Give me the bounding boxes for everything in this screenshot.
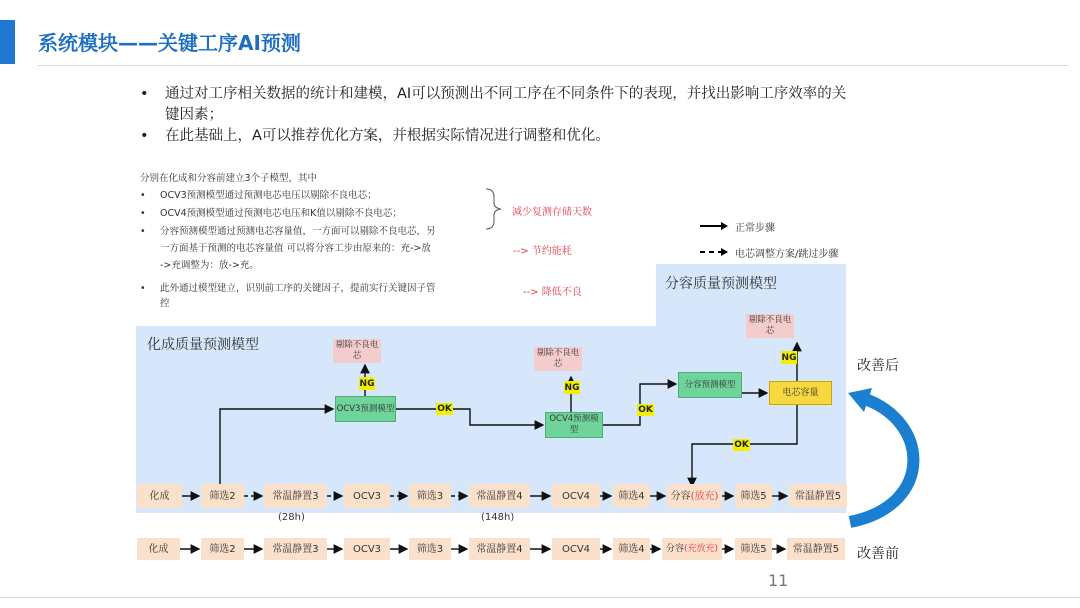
- bullet-text-2: 在此基础上，A可以推荐优化方案，并根据实际情况进行调整和优化。: [165, 128, 610, 144]
- step-rest-4: 常温静置4: [469, 484, 530, 508]
- footer-divider: [0, 597, 1080, 598]
- notes-bullet: •: [140, 283, 146, 294]
- step-screening-2: 筛选2: [201, 484, 244, 508]
- notes-item-capacity-line2: 一方面基于预测的电芯容量值 可以将分容工步由原来的：充->放: [160, 243, 431, 254]
- before-step-capacity-label: 分容: [665, 543, 684, 554]
- reject-defective-cells-capacity: 剔除不良电芯: [746, 314, 794, 338]
- before-step-rest-5: 常温静置5: [787, 538, 845, 560]
- ocv4-prediction-model: OCV4预测模型: [545, 412, 603, 438]
- before-step-ocv3: OCV3: [344, 538, 390, 560]
- rest-3-duration: (28h): [278, 512, 305, 523]
- before-step-formation: 化成: [137, 538, 180, 560]
- ok-tag-ocv4: OK: [638, 405, 653, 415]
- page-number: 11: [768, 571, 789, 590]
- legend-adjusted-step: 电芯调整方案/跳过步骤: [735, 249, 839, 260]
- step-capacity-mode: (放充): [690, 490, 719, 502]
- notes-item-capacity-line3: ->充调整为：放->充。: [160, 260, 259, 271]
- formation-model-label: 化成质量预测模型: [147, 337, 259, 353]
- bullet-text-1: 通过对工序相关数据的统计和建模，AI可以预测出不同工序在不同条件下的表现，并找出影响工序效率的关键因素；: [165, 86, 847, 123]
- capacity-prediction-model: 分容预测模型: [678, 372, 742, 398]
- before-step-capacity-mode: (充放充): [683, 543, 719, 554]
- step-ocv3: OCV3: [344, 484, 390, 508]
- benefit-reduce-storage: 减少复测存储天数: [512, 207, 592, 218]
- notes-item-ocv4: OCV4预测模型通过预测电芯电压和K值以剔除不良电芯；: [160, 208, 402, 219]
- notes-item-key-factors-line2: 控: [160, 298, 170, 309]
- benefit-save-energy: --> 节约能耗: [513, 246, 572, 257]
- step-screening-3: 筛选3: [409, 484, 451, 508]
- page-title: 系统模块——关键工序AI预测: [38, 31, 301, 55]
- before-step-rest-3: 常温静置3: [264, 538, 327, 560]
- cell-capacity-value: 电芯容量: [769, 381, 832, 405]
- bullet-dot: •: [140, 86, 149, 102]
- before-step-screening-5: 筛选5: [735, 538, 772, 560]
- notes-intro: 分别在化成和分容前建立3个子模型，其中: [140, 173, 318, 184]
- ng-tag-capacity: NG: [781, 352, 797, 363]
- step-capacity-improved: [667, 484, 722, 508]
- before-step-screening-2: 筛选2: [201, 538, 244, 560]
- ok-tag-ocv3: OK: [437, 404, 452, 414]
- before-step-ocv4: OCV4: [552, 538, 600, 560]
- before-improvement-label: 改善前: [857, 546, 899, 562]
- notes-item-capacity: 分容预测模型通过预测电芯容量值，一方面可以剔除不良电芯，另: [160, 226, 436, 237]
- step-capacity-label: 分容: [670, 490, 691, 502]
- after-improvement-label: 改善后: [857, 358, 899, 374]
- notes-bullet: •: [140, 208, 146, 219]
- reject-defective-cells-ocv3: 剔除不良电芯: [333, 339, 381, 363]
- benefit-reduce-defects: --> 降低不良: [523, 287, 582, 298]
- step-rest-3: 常温静置3: [264, 484, 327, 508]
- before-step-screening-4: 筛选4: [613, 538, 650, 560]
- notes-item-ocv3: OCV3预测模型通过预测电芯电压以剔除不良电芯；: [160, 190, 377, 201]
- step-formation: 化成: [137, 484, 182, 508]
- ok-tag-capacity: OK: [734, 440, 749, 450]
- ng-tag-ocv4: NG: [564, 382, 580, 393]
- bullet-dot: •: [140, 128, 149, 144]
- before-step-screening-3: 筛选3: [409, 538, 451, 560]
- ocv3-prediction-model: OCV3预测模型: [335, 396, 396, 422]
- step-screening-5: 筛选5: [735, 484, 772, 508]
- step-ocv4: OCV4: [552, 484, 600, 508]
- capacity-model-label: 分容质量预测模型: [665, 276, 777, 292]
- legend-normal-step: 正常步骤: [735, 223, 775, 234]
- step-screening-4: 筛选4: [613, 484, 650, 508]
- notes-item-key-factors: 此外通过模型建立，识别前工序的关键因子，提前实行关键因子管: [160, 283, 436, 294]
- notes-bullet: •: [140, 226, 146, 237]
- before-step-rest-4: 常温静置4: [469, 538, 530, 560]
- before-step-capacity: [662, 538, 722, 560]
- notes-bullet: •: [140, 190, 146, 201]
- rest-4-duration: (148h): [481, 512, 515, 523]
- reject-defective-cells-ocv4: 剔除不良电芯: [534, 347, 582, 371]
- step-rest-5: 常温静置5: [789, 484, 847, 508]
- ng-tag-ocv3: NG: [359, 378, 375, 389]
